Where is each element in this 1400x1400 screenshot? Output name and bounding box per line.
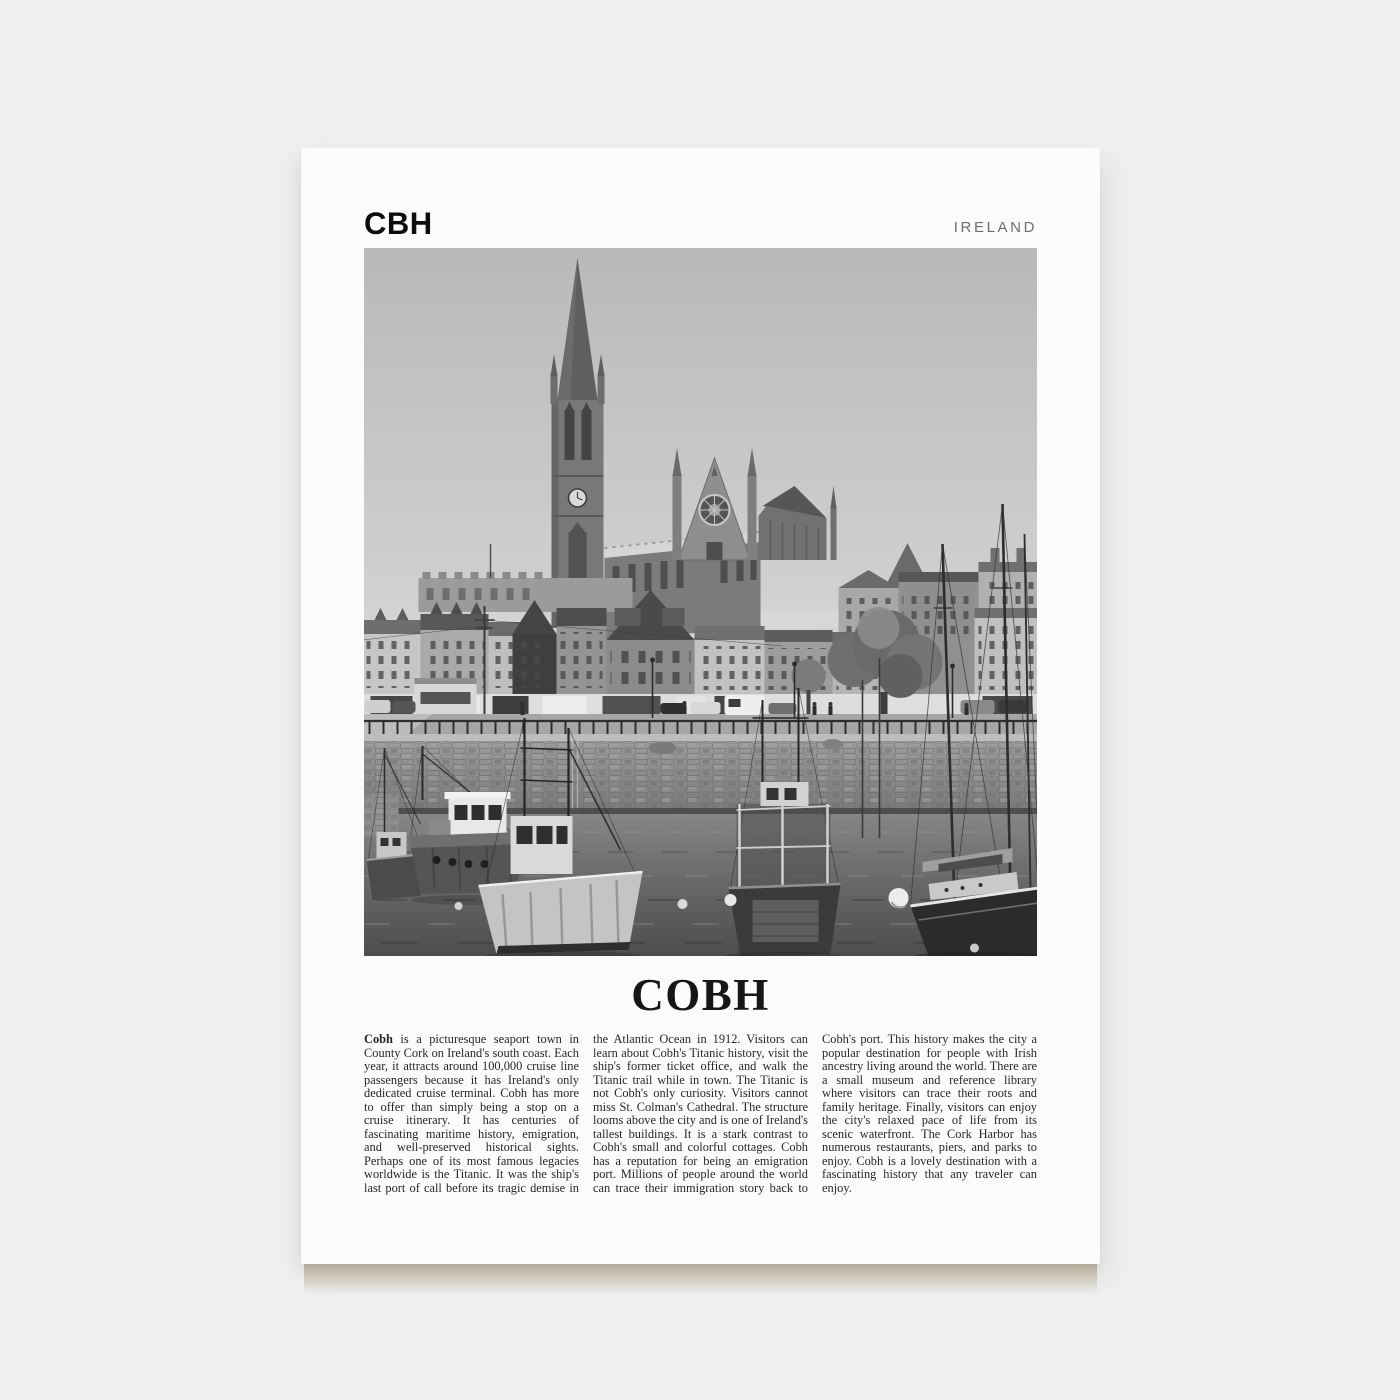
poster-content xyxy=(301,148,1100,1264)
poster-header xyxy=(364,205,1037,242)
cobh-harbor-photo xyxy=(364,248,1037,956)
country-label: IRELAND xyxy=(953,219,1037,236)
city-code-label: CBH xyxy=(364,205,433,242)
travel-poster xyxy=(301,148,1100,1264)
poster-title: COBH xyxy=(631,970,770,1020)
article-body: is a picturesque seaport town in County Cork on Ireland's south coast. Each year, it attracts around 100,000 cruise line passengers because it has Ireland's only dedicated cruise terminal. Cobh has more to offer than simply being a stop on a cruise itinerary. It has centuries of fascinating maritime history, emigration, and well-preserved historical sights. Perhaps one of its most famous legacies worldwide is the Titanic. It was the ship's last port of call before its tragic demise in the Atlantic Ocean in 1912. Visitors can learn about Cobh's Titanic history, visit the ship's former ticket office, and walk the Titanic trail while in town. The Titanic is not Cobh's only curiosity. Visitors cannot miss St. Colman's Cathedral. The structure looms above the city and is one of Ireland's tallest buildings. It is a stark contrast to Cobh's small and colorful cottages. Cobh has a reputation for being an emigration port. Millions of people around the world can trace their immigration story back to Cobh's port. This history makes the city a popular destination for people with Irish ancestry living around the world. There are a small museum and reference library where visitors can trace their roots and family heritage. Finally, visitors can enjoy the city's relaxed pace of life from its scenic waterfront. The Cork Harbor has numerous restaurants, piers, and parks to enjoy. Cobh is a lovely destination with a fascinating history that any traveler can enjoy. xyxy=(364,1032,1037,1195)
article-text xyxy=(364,1033,1037,1195)
article-lead-word: Cobh xyxy=(364,1032,393,1046)
cobh-photo-illustration xyxy=(364,248,1037,956)
